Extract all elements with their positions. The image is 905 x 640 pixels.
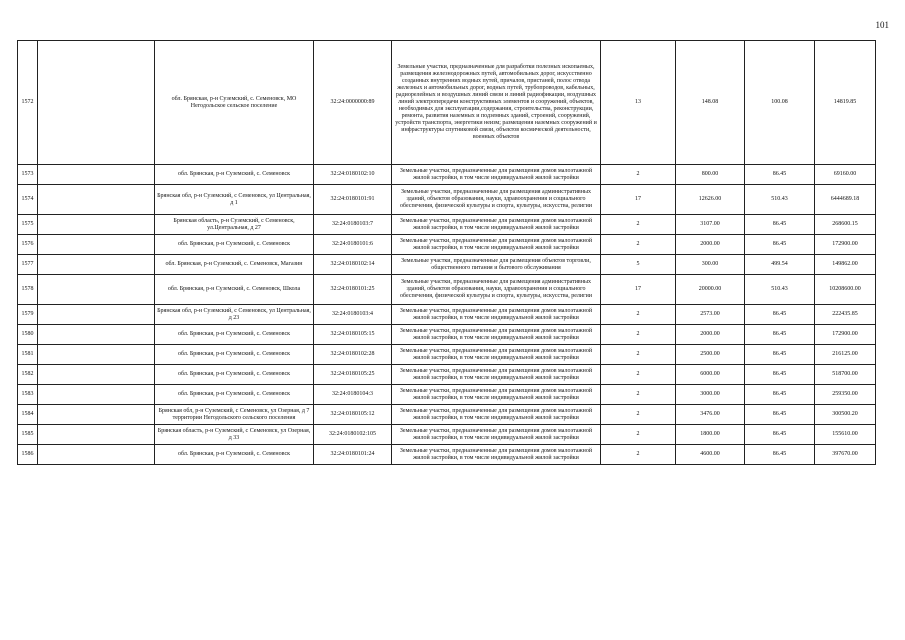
rate-cell: 86.45 [745, 425, 815, 445]
row-number: 1575 [18, 215, 38, 235]
land-use-cell: Земельные участки, предназначенные для размещения домов малоэтажной жилой застройки, в том числе индивидуальной жилой застройки [392, 405, 601, 425]
area-cell: 800.00 [676, 165, 745, 185]
row-number: 1573 [18, 165, 38, 185]
cadastral-value-cell: 69160.00 [815, 165, 876, 185]
cadastral-number-cell: 32:24:0180105:12 [314, 405, 392, 425]
cadastral-value-cell: 300500.20 [815, 405, 876, 425]
rate-cell: 510.43 [745, 185, 815, 215]
address-cell: обл. Брянская, р-н Суземский, с. Семеновск [155, 235, 314, 255]
rate-cell: 510.43 [745, 275, 815, 305]
cadastral-number-cell: 32:24:0180101:24 [314, 445, 392, 465]
rate-cell: 86.45 [745, 365, 815, 385]
cadastral-value-cell: 172900.00 [815, 235, 876, 255]
rate-cell: 86.45 [745, 405, 815, 425]
use-group-cell: 2 [601, 215, 676, 235]
cadastral-value-cell: 155610.00 [815, 425, 876, 445]
table-row [18, 275, 876, 305]
cadastral-number-cell: 32:24:0180102:10 [314, 165, 392, 185]
page-number: 101 [875, 20, 889, 30]
rate-cell: 86.45 [745, 445, 815, 465]
use-group-cell: 2 [601, 165, 676, 185]
row-number: 1574 [18, 185, 38, 215]
blank-cell [38, 235, 155, 255]
address-cell: обл. Брянская, р-н Суземский, с. Семеновск [155, 345, 314, 365]
use-group-cell: 2 [601, 425, 676, 445]
use-group-cell: 17 [601, 275, 676, 305]
row-number: 1576 [18, 235, 38, 255]
cadastral-value-cell: 518700.00 [815, 365, 876, 385]
area-cell: 300.00 [676, 255, 745, 275]
row-number: 1582 [18, 365, 38, 385]
address-cell: Брянская обл, р-н Суземский, с Семеновск, ул Центральная, д 1 [155, 185, 314, 215]
table-row [18, 345, 876, 365]
cadastral-number-cell: 32:24:0180105:15 [314, 325, 392, 345]
rate-cell: 86.45 [745, 385, 815, 405]
table-row [18, 255, 876, 275]
rate-cell: 86.45 [745, 235, 815, 255]
cadastral-value-cell: 10208600.00 [815, 275, 876, 305]
address-cell: обл. Брянская, р-н Суземский, с. Семеновск [155, 365, 314, 385]
address-cell: Брянская обл, р-н Суземский, с Семеновск, ул Центральная, д 23 [155, 305, 314, 325]
table-row [18, 41, 876, 165]
land-use-cell: Земельные участки, предназначенные для размещения домов малоэтажной жилой застройки, в том числе индивидуальной жилой застройки [392, 385, 601, 405]
use-group-cell: 2 [601, 325, 676, 345]
cadastral-number-cell: 32:24:0180102:28 [314, 345, 392, 365]
row-number: 1577 [18, 255, 38, 275]
land-use-cell: Земельные участки, предназначенные для размещения домов малоэтажной жилой застройки, в том числе индивидуальной жилой застройки [392, 365, 601, 385]
cadastral-value-cell: 216125.00 [815, 345, 876, 365]
cadastral-number-cell: 32:24:0180105:25 [314, 365, 392, 385]
table-row [18, 325, 876, 345]
table-row [18, 425, 876, 445]
address-cell: Брянская обл, р-н Суземский, с Семеновск, ул Озерная, д 7 территории Негодольского сельского поселения [155, 405, 314, 425]
land-use-cell: Земельные участки, предназначенные для размещения домов малоэтажной жилой застройки, в том числе индивидуальной жилой застройки [392, 215, 601, 235]
cadastral-value-cell: 6444689.18 [815, 185, 876, 215]
blank-cell [38, 255, 155, 275]
blank-cell [38, 365, 155, 385]
area-cell: 12626.00 [676, 185, 745, 215]
blank-cell [38, 165, 155, 185]
table-row [18, 365, 876, 385]
cadastral-number-cell: 32:24:0180102:105 [314, 425, 392, 445]
blank-cell [38, 41, 155, 165]
cadastral-value-cell: 172900.00 [815, 325, 876, 345]
row-number: 1579 [18, 305, 38, 325]
land-use-cell: Земельные участки, предназначенные для размещения домов малоэтажной жилой застройки, в том числе индивидуальной жилой застройки [392, 345, 601, 365]
rate-cell: 86.45 [745, 345, 815, 365]
cadastral-value-cell: 222435.85 [815, 305, 876, 325]
use-group-cell: 2 [601, 305, 676, 325]
row-number: 1586 [18, 445, 38, 465]
blank-cell [38, 405, 155, 425]
use-group-cell: 5 [601, 255, 676, 275]
cadastral-number-cell: 32:24:0180103:4 [314, 305, 392, 325]
area-cell: 6000.00 [676, 365, 745, 385]
row-number: 1585 [18, 425, 38, 445]
use-group-cell: 17 [601, 185, 676, 215]
land-use-cell: Земельные участки, предназначенные для размещения домов малоэтажной жилой застройки, в том числе индивидуальной жилой застройки [392, 425, 601, 445]
blank-cell [38, 385, 155, 405]
blank-cell [38, 275, 155, 305]
table-row [18, 385, 876, 405]
rate-cell: 499.54 [745, 255, 815, 275]
rate-cell: 86.45 [745, 305, 815, 325]
land-use-cell: Земельные участки, предназначенные для размещения административных зданий, объектов образования, науки, здравоохранения и социального обеспечения, физической культуры и спорта, культуры, искусства, религии [392, 185, 601, 215]
row-number: 1584 [18, 405, 38, 425]
table-row [18, 445, 876, 465]
use-group-cell: 2 [601, 405, 676, 425]
address-cell: обл. Брянская, р-н Суземский, с. Семеновск [155, 445, 314, 465]
area-cell: 2000.00 [676, 325, 745, 345]
use-group-cell: 13 [601, 41, 676, 165]
area-cell: 3476.00 [676, 405, 745, 425]
table-row [18, 405, 876, 425]
area-cell: 2000.00 [676, 235, 745, 255]
land-use-cell: Земельные участки, предназначенные для размещения домов малоэтажной жилой застройки, в том числе индивидуальной жилой застройки [392, 235, 601, 255]
address-cell: Брянская область, р-н Суземский, с Семеновск, ул Озерная, д 33 [155, 425, 314, 445]
table-row [18, 215, 876, 235]
table-row [18, 305, 876, 325]
cadastral-number-cell: 32:24:0180101:25 [314, 275, 392, 305]
area-cell: 20000.00 [676, 275, 745, 305]
table-body [18, 41, 876, 465]
blank-cell [38, 425, 155, 445]
land-use-cell: Земельные участки, предназначенные для размещения домов малоэтажной жилой застройки, в том числе индивидуальной жилой застройки [392, 305, 601, 325]
land-use-cell: Земельные участки, предназначенные для размещения домов малоэтажной жилой застройки, в том числе индивидуальной жилой застройки [392, 165, 601, 185]
cadastral-number-cell: 32:24:0000000:89 [314, 41, 392, 165]
area-cell: 148.08 [676, 41, 745, 165]
table-row [18, 235, 876, 255]
cadastral-value-cell: 149862.00 [815, 255, 876, 275]
address-cell: обл. Брянская, р-н Суземский, с. Семеновск, МО Негодольское сельское поселение [155, 41, 314, 165]
row-number: 1583 [18, 385, 38, 405]
land-use-cell: Земельные участки, предназначенные для размещения домов малоэтажной жилой застройки, в том числе индивидуальной жилой застройки [392, 325, 601, 345]
rate-cell: 86.45 [745, 215, 815, 235]
cadastral-value-cell: 259350.00 [815, 385, 876, 405]
cadastral-value-cell: 268600.15 [815, 215, 876, 235]
address-cell: обл. Брянская, р-н Суземский, с. Семеновск [155, 385, 314, 405]
area-cell: 3107.00 [676, 215, 745, 235]
blank-cell [38, 305, 155, 325]
use-group-cell: 2 [601, 345, 676, 365]
cadastral-number-cell: 32:24:0180102:14 [314, 255, 392, 275]
area-cell: 3000.00 [676, 385, 745, 405]
use-group-cell: 2 [601, 445, 676, 465]
cadastral-number-cell: 32:24:0180104:3 [314, 385, 392, 405]
row-number: 1581 [18, 345, 38, 365]
row-number: 1580 [18, 325, 38, 345]
cadastral-number-cell: 32:24:0180101:91 [314, 185, 392, 215]
area-cell: 2500.00 [676, 345, 745, 365]
table-row [18, 185, 876, 215]
cadastral-number-cell: 32:24:0180101:6 [314, 235, 392, 255]
area-cell: 1800.00 [676, 425, 745, 445]
address-cell: Брянская область, р-н Суземский, с Семеновск, ул.Центральная, д 27 [155, 215, 314, 235]
blank-cell [38, 325, 155, 345]
blank-cell [38, 215, 155, 235]
land-register-table [17, 40, 876, 465]
land-use-cell: Земельные участки, предназначенные для разработки полезных ископаемых, размещения железнодорожных путей, автомобильных дорог, искусственно созданных внутренних водных путей, причалов, пристаней, полос отвода железных и автомобильных дорог, водных путей, трубопроводов, кабельных, радиорелейных и воздушных линий связи и линий радиофикации, воздушных линий электропередачи конструктивных элементов и сооружений, объектов, необходимых для эксплуатации,содержания, строительства, реконструкции, ремонта, развития наземных и подземных зданий, строений, сооружений, устройств транспорта, энергетики неизм; размещения наземных сооружений и инфраструктуры спутниковой связи, объектов космической деятельности, военных объектов [392, 41, 601, 165]
row-number: 1572 [18, 41, 38, 165]
address-cell: обл. Брянская, р-н Суземский, с. Семеновск [155, 325, 314, 345]
blank-cell [38, 185, 155, 215]
use-group-cell: 2 [601, 235, 676, 255]
address-cell: обл. Брянская, р-н Суземский, с. Семеновск, Школа [155, 275, 314, 305]
row-number: 1578 [18, 275, 38, 305]
land-use-cell: Земельные участки, предназначенные для размещения административных зданий, объектов образования, науки, здравоохранения и социального обеспечения, физической культуры и спорта, культуры, искусства, религии [392, 275, 601, 305]
cadastral-number-cell: 32:24:0180103:7 [314, 215, 392, 235]
rate-cell: 86.45 [745, 325, 815, 345]
use-group-cell: 2 [601, 385, 676, 405]
cadastral-value-cell: 397670.00 [815, 445, 876, 465]
blank-cell [38, 445, 155, 465]
area-cell: 2573.00 [676, 305, 745, 325]
blank-cell [38, 345, 155, 365]
land-use-cell: Земельные участки, предназначенные для размещения объектов торговли, общественного питания и бытового обслуживания [392, 255, 601, 275]
use-group-cell: 2 [601, 365, 676, 385]
rate-cell: 86.45 [745, 165, 815, 185]
area-cell: 4600.00 [676, 445, 745, 465]
cadastral-value-cell: 14819.85 [815, 41, 876, 165]
address-cell: обл. Брянская, р-н Суземский, с. Семеновск, Магазин [155, 255, 314, 275]
land-use-cell: Земельные участки, предназначенные для размещения домов малоэтажной жилой застройки, в том числе индивидуальной жилой застройки [392, 445, 601, 465]
table-row [18, 165, 876, 185]
address-cell: обл. Брянская, р-н Суземский, с. Семеновск [155, 165, 314, 185]
rate-cell: 100.08 [745, 41, 815, 165]
